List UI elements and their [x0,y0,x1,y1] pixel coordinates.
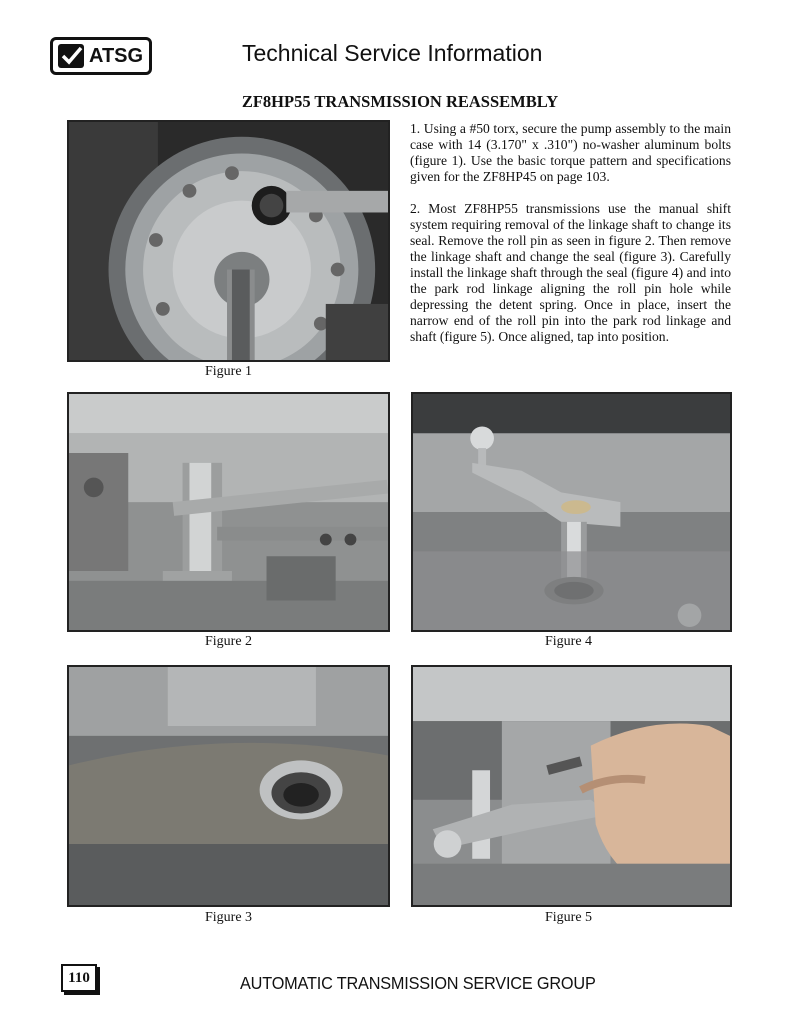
figure-4-photo [411,392,732,632]
figure-1-caption: Figure 1 [205,364,253,379]
figure-2-photo [67,392,390,632]
step-2-text: 2. Most ZF8HP55 transmissions use the manual shift system requiring removal of the linkage shaft to change its seal. Remove the roll pin as seen in figure 2. Then remove the linkage shaft and change the seal (figure 3). Carefully install the linkage shaft through the seal (figure 4) and into the park rod linkage aligning the roll pin hole while depressing the detent spring. Once in place, insert the narrow end of the roll pin into the park rod linkage and shaft (figure 5). Once aligned, tap into position. [410,201,731,344]
figure-2-caption: Figure 2 [205,634,253,649]
figure-3-caption: Figure 3 [205,910,253,925]
step-1-text: 1. Using a #50 torx, secure the pump assembly to the main case with 14 (3.170" x .310") no-washer aluminum bolts (figure 1). Use the basic torque pattern and specifications given for the ZF8HP45 on page 103. [410,121,731,184]
logo-text: ATSG [89,44,144,67]
figure-1-photo [67,120,390,362]
figure-5-caption: Figure 5 [545,910,593,925]
header-title: Technical Service Information [242,40,543,66]
checkmark-icon [57,42,87,70]
figure-4-caption: Figure 4 [545,634,593,649]
atsg-logo [50,37,152,75]
page-heading: ZF8HP55 TRANSMISSION REASSEMBLY [241,92,559,111]
instructions [410,121,731,345]
page-number: 110 [61,964,97,992]
footer-text: AUTOMATIC TRANSMISSION SERVICE GROUP [240,973,596,993]
figure-3-photo [67,665,390,907]
figure-5-photo [411,665,732,907]
